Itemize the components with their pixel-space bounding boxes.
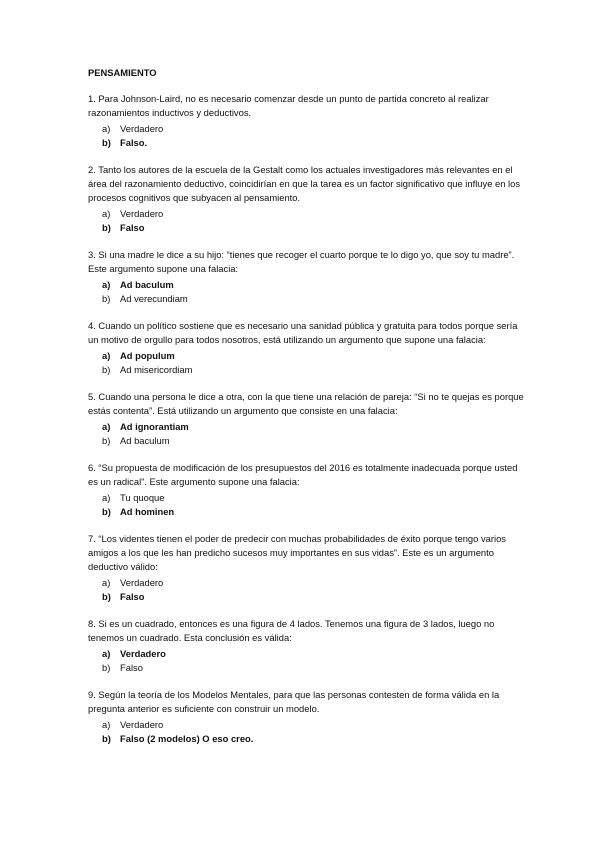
question-text: 5. Cuando una persona le dice a otra, con la que tiene una relación de pareja: “Si no te quejas es porque estás contenta”. Está utilizando un argumento que consiste en una falacia:	[88, 391, 524, 416]
document-page	[88, 66, 528, 759]
option-text: Verdadero	[120, 719, 164, 730]
answer-option	[102, 292, 528, 306]
answer-option	[102, 505, 528, 519]
option-list	[88, 420, 528, 448]
answer-option	[102, 136, 528, 150]
question-9	[88, 688, 528, 746]
option-list	[88, 576, 528, 604]
option-letter: b)	[102, 733, 111, 744]
option-letter: b)	[102, 435, 111, 446]
question-list	[88, 92, 528, 746]
question-2	[88, 163, 528, 235]
option-letter: a)	[102, 350, 111, 361]
option-text: Tu quoque	[120, 492, 165, 503]
answer-option	[102, 420, 528, 434]
question-7	[88, 532, 528, 604]
option-letter: a)	[102, 577, 111, 588]
option-letter: a)	[102, 719, 111, 730]
option-text: Ad ignorantiam	[120, 421, 189, 432]
option-text: Falso (2 modelos) O eso creo.	[120, 733, 254, 744]
page-title: PENSAMIENTO	[88, 67, 157, 78]
question-text: 7. “Los videntes tienen el poder de predecir con muchas probabilidades de éxito porque tengo varios amigos a los que les han predicho sucesos muy importantes en sus vidas”. Este es un argumento deductivo válido:	[88, 533, 506, 572]
answer-option	[102, 349, 528, 363]
option-text: Ad baculum	[120, 435, 170, 446]
answer-option	[102, 207, 528, 221]
question-text: 3. Si una madre le dice a su hijo: “tienes que recoger el cuarto porque te lo digo yo, que soy tu madre”. Este argumento supone una falacia:	[88, 249, 515, 274]
option-text: Ad baculum	[120, 279, 174, 290]
option-text: Verdadero	[120, 208, 164, 219]
option-list	[88, 718, 528, 746]
question-text: 6. “Su propuesta de modificación de los presupuestos del 2016 es totalmente inadecuada porque usted es un radical”. Este argumento supone una falacia:	[88, 462, 518, 487]
option-text: Ad hominen	[120, 506, 175, 517]
answer-option	[102, 491, 528, 505]
option-letter: b)	[102, 222, 111, 233]
question-text: 9. Según la teoría de los Modelos Mentales, para que las personas contesten de forma válida en la pregunta anterior es suficiente con construir un modelo.	[88, 689, 500, 714]
option-text: Ad verecundiam	[120, 293, 188, 304]
option-letter: b)	[102, 137, 111, 148]
option-text: Falso.	[120, 137, 148, 148]
answer-option	[102, 278, 528, 292]
option-letter: b)	[102, 662, 111, 673]
answer-option	[102, 221, 528, 235]
option-letter: b)	[102, 591, 111, 602]
answer-option	[102, 434, 528, 448]
question-4	[88, 319, 528, 377]
option-text: Falso	[120, 591, 145, 602]
option-list	[88, 122, 528, 150]
option-letter: a)	[102, 279, 111, 290]
answer-option	[102, 590, 528, 604]
option-letter: a)	[102, 123, 111, 134]
question-6	[88, 461, 528, 519]
option-letter: a)	[102, 492, 111, 503]
question-text: 4. Cuando un político sostiene que es necesario una sanidad pública y gratuita para todos porque sería un motivo de orgullo para todos nosotros, está utilizando un argumento que supone una falacia:	[88, 320, 518, 345]
option-text: Ad populum	[120, 350, 175, 361]
answer-option	[102, 718, 528, 732]
option-list	[88, 278, 528, 306]
option-list	[88, 349, 528, 377]
question-5	[88, 390, 528, 448]
option-letter: b)	[102, 293, 111, 304]
question-text: 2. Tanto los autores de la escuela de la Gestalt como los actuales investigadores más relevantes en el área del razonamiento deductivo, coincidirían en que la tarea es un factor significativo que influye en los procesos cognitivos que subyacen al pensamiento.	[88, 164, 521, 203]
answer-option	[102, 732, 528, 746]
answer-option	[102, 661, 528, 675]
option-letter: a)	[102, 421, 111, 432]
option-text: Verdadero	[120, 648, 166, 659]
answer-option	[102, 122, 528, 136]
question-text: 1. Para Johnson-Laird, no es necesario comenzar desde un punto de partida concreto al realizar razonamientos inductivos y deductivos.	[88, 93, 489, 118]
option-letter: b)	[102, 506, 111, 517]
answer-option	[102, 576, 528, 590]
option-text: Verdadero	[120, 123, 164, 134]
question-8	[88, 617, 528, 675]
option-text: Falso	[120, 222, 145, 233]
option-letter: b)	[102, 364, 111, 375]
option-letter: a)	[102, 208, 111, 219]
option-list	[88, 647, 528, 675]
option-text: Ad misericordiam	[120, 364, 193, 375]
option-list	[88, 207, 528, 235]
question-3	[88, 248, 528, 306]
option-text: Verdadero	[120, 577, 164, 588]
question-text: 8. Si es un cuadrado, entonces es una figura de 4 lados. Tenemos una figura de 3 lados, luego no tenemos un cuadrado. Esta conclusión es válida:	[88, 618, 495, 643]
answer-option	[102, 363, 528, 377]
question-1	[88, 92, 528, 150]
option-letter: a)	[102, 648, 111, 659]
answer-option	[102, 647, 528, 661]
option-list	[88, 491, 528, 519]
option-text: Falso	[120, 662, 143, 673]
